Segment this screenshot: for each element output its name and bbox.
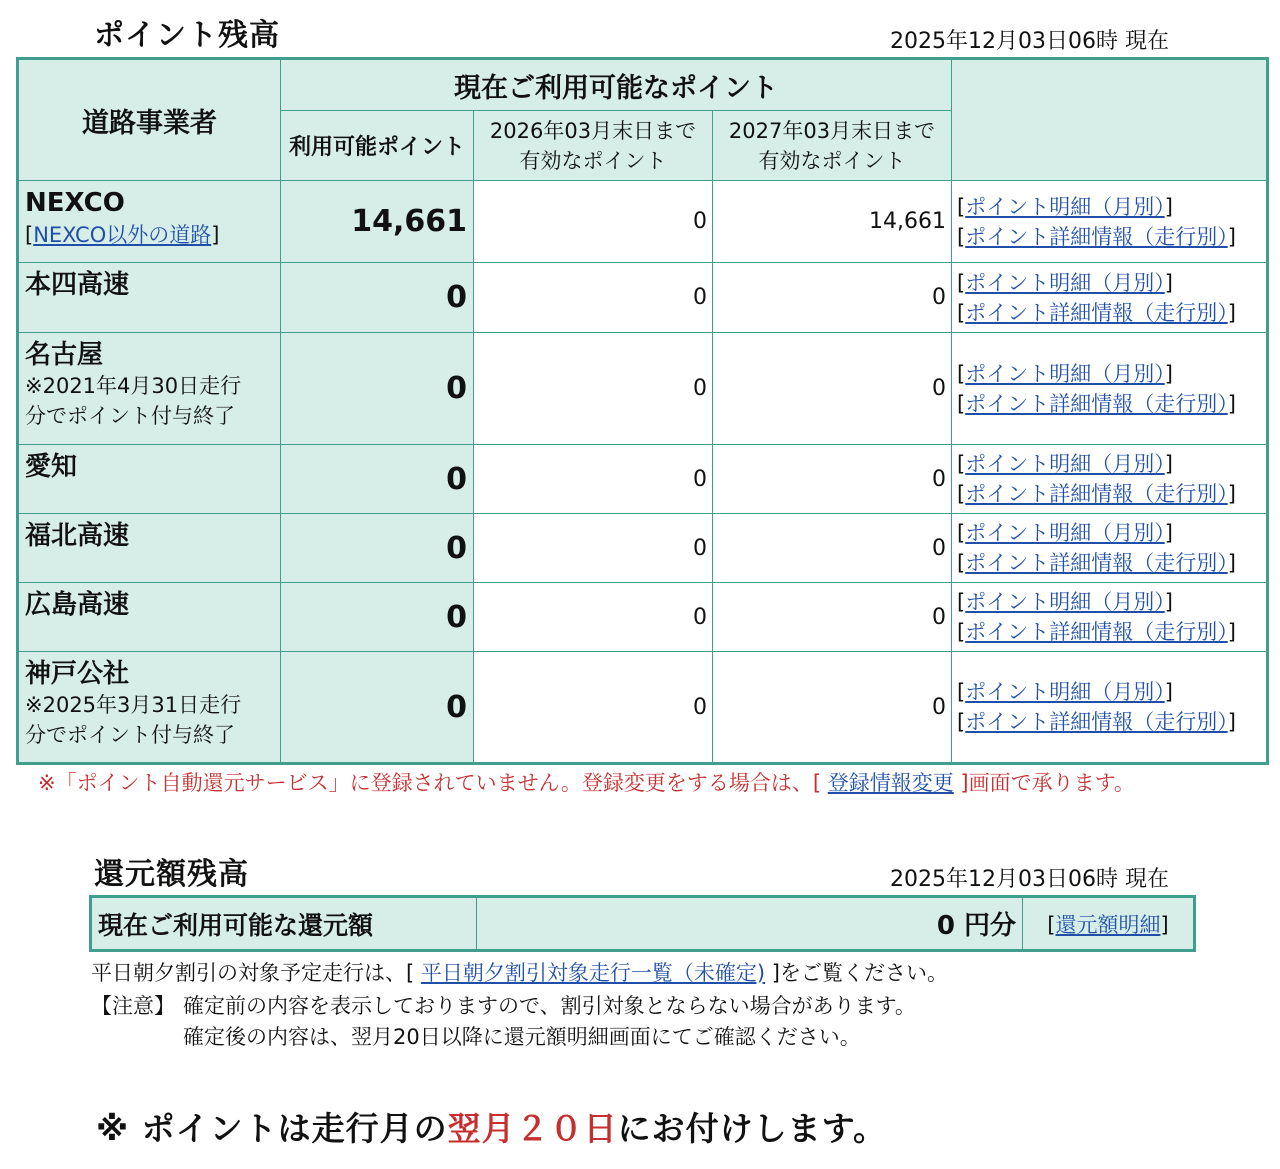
detail-link-wrap: [ポイント詳細情報（走行別）] xyxy=(957,620,1236,644)
header-expire-2027-line1: 2027年03月末日まで xyxy=(728,118,936,143)
monthly-link-wrap: [ポイント明細（月別）] xyxy=(957,361,1173,386)
point-links-cell xyxy=(952,514,1268,583)
available-points: 14,661 xyxy=(281,181,474,263)
detail-link-wrap: [ポイント詳細情報（走行別）] xyxy=(957,300,1236,325)
header-expire-2026 xyxy=(474,111,713,181)
auto-refund-warning xyxy=(38,767,1135,797)
monthly-link-wrap: [ポイント明細（月別）] xyxy=(957,521,1173,545)
point-links-cell xyxy=(952,333,1268,445)
monthly-link-wrap: [ポイント明細（月別）] xyxy=(957,452,1173,476)
operator-name-cell xyxy=(18,181,281,263)
refund-timestamp: 2025年12月03日06時 現在 xyxy=(890,867,1169,892)
operator-row xyxy=(18,445,1268,514)
point-detail-link[interactable]: ポイント詳細情報（走行別） xyxy=(965,391,1228,416)
nexco-other-roads-link[interactable]: NEXCO以外の道路 xyxy=(33,223,212,247)
operator-row xyxy=(18,263,1268,333)
operator-name: NEXCO xyxy=(25,188,125,218)
header-expire-2026-line2: 有効なポイント xyxy=(519,148,667,173)
operator-note-line1: ※2025年3月31日走行 xyxy=(25,693,242,717)
expire-2027-points: 0 xyxy=(713,263,952,333)
expire-2027-points: 0 xyxy=(713,445,952,514)
refund-table xyxy=(89,895,1196,952)
point-monthly-link[interactable]: ポイント明細（月別） xyxy=(965,452,1165,476)
operator-name-cell xyxy=(18,333,281,445)
point-monthly-link[interactable]: ポイント明細（月別） xyxy=(965,521,1165,545)
header-expire-2026-line1: 2026年03月末日まで xyxy=(489,118,697,143)
header-operator: 道路事業者 xyxy=(18,59,281,181)
expire-2026-points: 0 xyxy=(474,514,713,583)
expire-2027-points: 14,661 xyxy=(713,181,952,263)
notice-highlight: 翌月２０日 xyxy=(447,1109,618,1148)
point-detail-link[interactable]: ポイント詳細情報（走行別） xyxy=(965,710,1228,734)
operator-row xyxy=(18,583,1268,652)
discount-info-text: 平日朝夕割引の対象予定走行は、[ xyxy=(91,961,415,985)
refund-detail-cell: [還元額明細] xyxy=(1023,897,1195,951)
point-links-cell xyxy=(952,263,1268,333)
notice-prefix: ※ ポイントは走行月の xyxy=(96,1109,448,1148)
point-detail-link[interactable]: ポイント詳細情報（走行別） xyxy=(965,620,1228,644)
point-monthly-link[interactable]: ポイント明細（月別） xyxy=(965,361,1165,386)
operator-name: 広島高速 xyxy=(25,590,130,620)
operator-name-cell xyxy=(18,583,281,652)
operator-row xyxy=(18,181,1268,263)
detail-link-wrap: [ポイント詳細情報（走行別）] xyxy=(957,710,1236,734)
header-expire-2027-line2: 有効なポイント xyxy=(758,148,906,173)
notice-line1: 確定前の内容を表示しておりますので、割引対象とならない場合があります。 xyxy=(183,994,916,1018)
operator-name-cell xyxy=(18,514,281,583)
warning-text: ※「ポイント自動還元サービス」に登録されていません。登録変更をする場合は、[ xyxy=(38,771,822,795)
operator-row xyxy=(18,333,1268,445)
point-links-cell xyxy=(952,181,1268,263)
points-title: ポイント残高 xyxy=(94,18,280,53)
other-roads: [NEXCO以外の道路] xyxy=(25,223,220,247)
point-grant-notice xyxy=(96,1103,887,1150)
operator-note-line2: 分でポイント付与終了 xyxy=(25,723,235,747)
expire-2027-points: 0 xyxy=(713,652,952,764)
expire-2026-points: 0 xyxy=(474,263,713,333)
expire-2027-points: 0 xyxy=(713,583,952,652)
operator-name: 福北高速 xyxy=(25,521,130,551)
notice-line2: 確定後の内容は、翌月20日以降に還元額明細画面にてご確認ください。 xyxy=(183,1025,861,1049)
expire-2026-points: 0 xyxy=(474,181,713,263)
available-points: 0 xyxy=(281,263,474,333)
operator-name: 愛知 xyxy=(25,452,78,482)
refund-label: 現在ご利用可能な還元額 xyxy=(91,897,477,951)
monthly-link-wrap: [ポイント明細（月別）] xyxy=(957,270,1173,295)
detail-link-wrap: [ポイント詳細情報（走行別）] xyxy=(957,391,1236,416)
point-links-cell xyxy=(952,445,1268,514)
monthly-link-wrap: [ポイント明細（月別）] xyxy=(957,680,1173,704)
operator-row xyxy=(18,514,1268,583)
available-points: 0 xyxy=(281,514,474,583)
operator-name: 神戸公社 xyxy=(25,659,130,689)
expire-2026-points: 0 xyxy=(474,652,713,764)
refund-title: 還元額残高 xyxy=(94,857,249,892)
header-links-blank xyxy=(952,59,1268,181)
operator-row xyxy=(18,652,1268,764)
refund-value: 0 円分 xyxy=(477,897,1023,951)
point-links-cell xyxy=(952,583,1268,652)
notice-suffix: にお付けします。 xyxy=(617,1109,887,1148)
operator-name: 名古屋 xyxy=(25,340,104,370)
operator-name-cell xyxy=(18,652,281,764)
expire-2027-points: 0 xyxy=(713,514,952,583)
points-timestamp: 2025年12月03日06時 現在 xyxy=(890,29,1169,54)
detail-link-wrap: [ポイント詳細情報（走行別）] xyxy=(957,482,1236,506)
monthly-link-wrap: [ポイント明細（月別）] xyxy=(957,590,1173,614)
operator-note-line2: 分でポイント付与終了 xyxy=(25,404,235,428)
discount-list-link[interactable]: 平日朝夕割引対象走行一覧（未確定) xyxy=(420,961,766,985)
discount-info xyxy=(91,957,948,987)
notice-label: 【注意】 xyxy=(91,994,175,1018)
warning-text-end: ]画面で承ります。 xyxy=(960,771,1135,795)
point-detail-link[interactable]: ポイント詳細情報（走行別） xyxy=(965,482,1228,506)
expire-2026-points: 0 xyxy=(474,445,713,514)
point-detail-link[interactable]: ポイント詳細情報（走行別） xyxy=(965,551,1228,575)
operator-note-line1: ※2021年4月30日走行 xyxy=(25,374,242,398)
point-links-cell xyxy=(952,652,1268,764)
discount-info-end: ]をご覧ください。 xyxy=(771,961,948,985)
detail-link-wrap: [ポイント詳細情報（走行別）] xyxy=(957,551,1236,575)
point-monthly-link[interactable]: ポイント明細（月別） xyxy=(965,590,1165,614)
operator-name-cell xyxy=(18,263,281,333)
register-info-change-link[interactable]: 登録情報変更 xyxy=(827,771,954,795)
operator-name-cell xyxy=(18,445,281,514)
header-expire-2027 xyxy=(713,111,952,181)
point-monthly-link[interactable]: ポイント明細（月別） xyxy=(965,194,1165,219)
operator-name: 本四高速 xyxy=(25,270,130,300)
available-points: 0 xyxy=(281,333,474,445)
expire-2027-points: 0 xyxy=(713,333,952,445)
header-available-points: 利用可能ポイント xyxy=(281,111,474,181)
expire-2026-points: 0 xyxy=(474,333,713,445)
detail-link-wrap: [ポイント詳細情報（走行別）] xyxy=(957,224,1236,249)
available-points: 0 xyxy=(281,652,474,764)
point-monthly-link[interactable]: ポイント明細（月別） xyxy=(965,680,1165,704)
available-points: 0 xyxy=(281,445,474,514)
monthly-link-wrap: [ポイント明細（月別）] xyxy=(957,194,1173,219)
point-monthly-link[interactable]: ポイント明細（月別） xyxy=(965,270,1165,295)
points-table xyxy=(16,57,1269,765)
header-available-group: 現在ご利用可能なポイント xyxy=(281,59,952,111)
available-points: 0 xyxy=(281,583,474,652)
point-detail-link[interactable]: ポイント詳細情報（走行別） xyxy=(965,224,1228,249)
refund-detail-link[interactable]: 還元額明細 xyxy=(1055,912,1161,937)
expire-2026-points: 0 xyxy=(474,583,713,652)
point-detail-link[interactable]: ポイント詳細情報（走行別） xyxy=(965,300,1228,325)
